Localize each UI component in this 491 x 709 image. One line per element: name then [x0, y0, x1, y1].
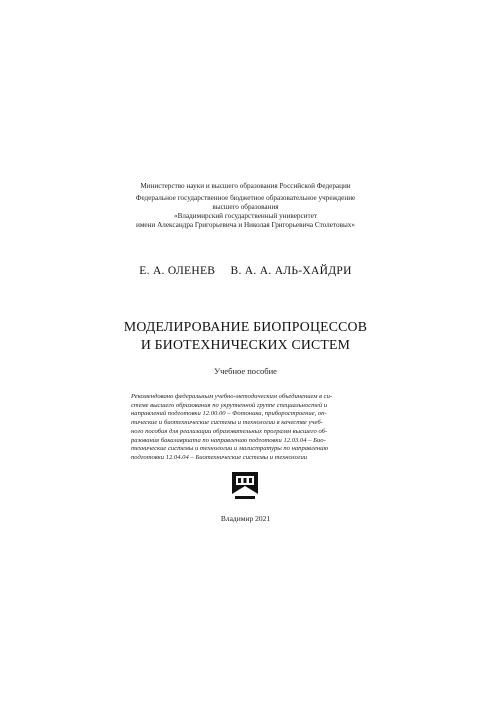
education-level-line: высшего образования	[212, 203, 279, 211]
university-press-logo-icon	[232, 472, 258, 502]
author-2: В. А. А. АЛЬ-ХАЙДРИ	[230, 265, 352, 277]
city-year: Владимир 2021	[220, 514, 271, 523]
authors	[0, 265, 491, 277]
institution-type-line: Федеральное государственное бюджетное образовательное учреждение	[135, 194, 356, 202]
university-name-line: «Владимирский государственный университет	[173, 212, 317, 220]
author-1: Е. А. ОЛЕНЕВ	[139, 265, 216, 277]
book-title-line-2: И БИОТЕХНИЧЕСКИХ СИСТЕМ	[140, 337, 351, 352]
recommendation-text: Рекомендовано федеральным учебно-методическим объединением в си- стеме высшего образования по укрупненной группе специальностей и направлений подготовки 12.00.00 – Фотоника, приборостроение, оп- тические и биотехнические системы и технологии в качестве учеб- ного пособия для реализации образовательных программ высшего об- разования бакалавриата по направлению подготовки 12.03.04 – Био- технические системы и технологии и магистратуры по направлению подготовки 12.04.04 – Биотехнические системы и технологии	[131, 393, 333, 461]
ministry-header	[0, 182, 491, 230]
book-title	[0, 318, 491, 354]
book-title-line-1: МОДЕЛИРОВАНИЕ БИОПРОЦЕССОВ	[123, 319, 368, 334]
book-subtitle: Учебное пособие	[214, 366, 277, 376]
university-name-line-2: имени Александра Григорьевича и Николая Григорьевича Столетовых»	[136, 221, 355, 229]
ministry-line: Министерство науки и высшего образования Российской Федерации	[140, 182, 351, 190]
